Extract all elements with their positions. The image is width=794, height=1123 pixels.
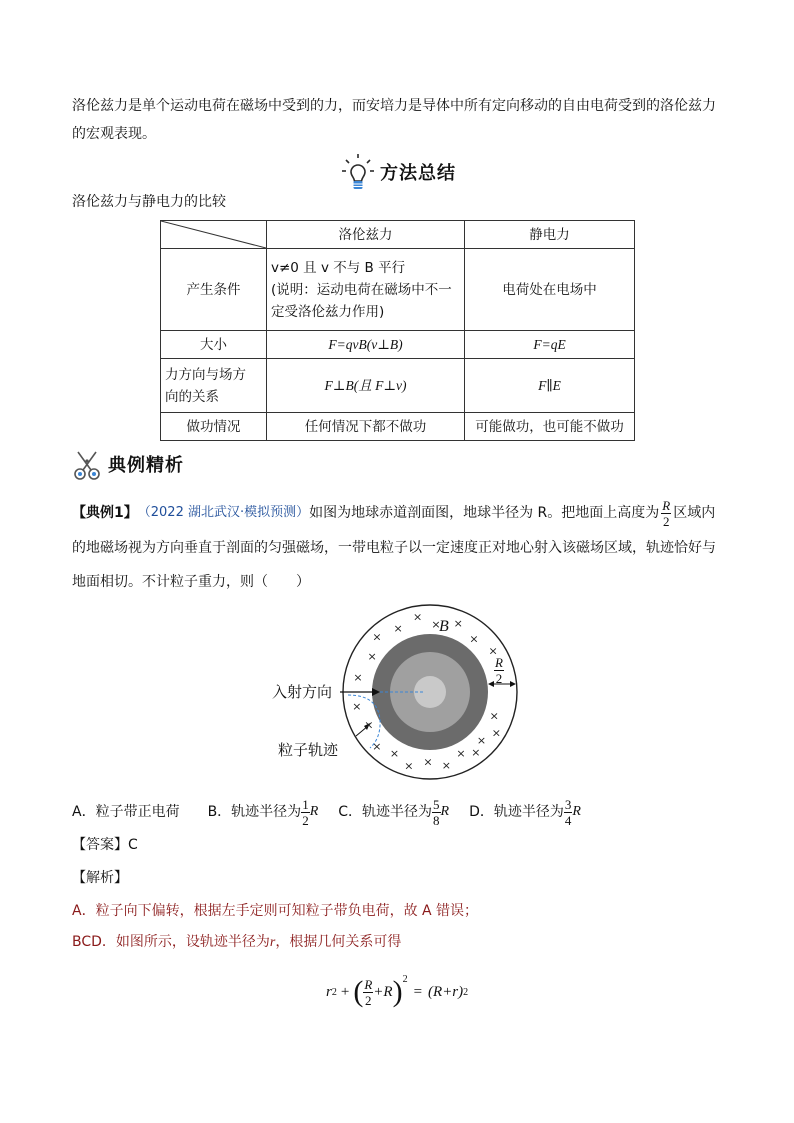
field-x-marker: × [488, 644, 498, 658]
eq-r: r [326, 983, 332, 1000]
field-x-marker: × [372, 739, 382, 753]
eq-plus: + [340, 983, 350, 1000]
analysis-bcd-text-1: BCD．如图所示，设轨迹半径为 [72, 934, 270, 950]
option-c-suffix: R [440, 804, 450, 819]
example-source: （2022 湖北武汉·模拟预测） [137, 505, 310, 520]
answer-line: 【答案】C [72, 837, 138, 853]
field-x-marker: × [389, 746, 400, 760]
eq-paren-exp: 2 [402, 974, 408, 985]
example-line-1 [72, 496, 732, 530]
option-c-prefix: C．轨迹半径为 [338, 804, 433, 820]
field-x-marker: × [456, 746, 466, 760]
row-label-work: 做功情况 [161, 413, 267, 441]
field-x-marker: × [431, 618, 441, 631]
field-x-marker: × [404, 759, 414, 773]
cell-electric-work: 可能做功，也可能不做功 [465, 413, 635, 441]
half-radius-num: R [495, 655, 503, 670]
field-x-marker: × [367, 649, 377, 663]
method-heading-title: 方法总结 [380, 163, 456, 184]
field-x-marker: × [364, 718, 374, 732]
earth-core [414, 676, 446, 708]
example-problem [72, 496, 732, 596]
eq-close-paren: ) [392, 975, 403, 1008]
eq-rhs-exp: 2 [463, 986, 469, 998]
field-x-marker: × [352, 700, 362, 714]
field-x-marker: × [489, 709, 499, 723]
field-x-marker: × [423, 755, 433, 769]
example-line-3: 地面相切。不计粒子重力，则（ ） [72, 574, 310, 590]
option-d-prefix: D．轨迹半径为 [469, 804, 564, 820]
field-x-marker: × [469, 632, 479, 646]
table-diagonal-header [161, 221, 267, 249]
cell-electric-magnitude: F=qE [465, 331, 635, 359]
example-text-1: 如图为地球赤道剖面图，地球半径为 R。把地面上高度为 [309, 505, 660, 521]
analysis-line-a: A．粒子向下偏转，根据左手定则可知粒子带负电荷，故 A 错误； [72, 903, 479, 919]
row-label-magnitude: 大小 [161, 331, 267, 359]
example-tag: 【典例1】 [72, 505, 138, 521]
answer-options [72, 794, 581, 830]
cell-electric-direction: F∥E [465, 359, 635, 413]
column-header-electric: 静电力 [465, 221, 635, 249]
option-d-den: 4 [564, 812, 572, 828]
option-c-den: 8 [433, 812, 440, 828]
eq-frac-num: R [364, 976, 373, 992]
analysis-bcd-var: r [269, 935, 276, 950]
analysis-bcd-text-2: ，根据几何关系可得 [275, 934, 402, 950]
option-b-suffix: R [309, 804, 319, 819]
intro-line-1: 洛伦兹力是单个运动电荷在磁场中受到的力，而安培力是导体中所有定向移动的自由电荷受到的洛伦兹力 [72, 98, 716, 114]
field-x-marker: × [476, 734, 487, 747]
intro-line-2: 的宏观表现。 [72, 126, 156, 142]
option-b-den: 2 [302, 812, 309, 828]
label-particle-track: 粒子轨迹 [278, 741, 339, 759]
option-d[interactable] [469, 798, 581, 827]
eq-fraction [363, 978, 373, 1007]
option-a[interactable]: A．粒子带正电荷 [72, 804, 180, 820]
example-line-2: 的地磁场视为方向垂直于剖面的匀强磁场，一带电粒子以一定速度正对地心射入该磁场区域，轨迹恰好与 [72, 540, 716, 556]
label-incident-direction: 入射方向 [272, 683, 333, 701]
cell-lorentz-magnitude: F=qvB(v⊥B) [267, 331, 465, 359]
field-x-marker: × [441, 758, 451, 772]
lightbulb-icon [340, 152, 376, 192]
eq-r-exp: 2 [331, 986, 337, 998]
cell-lorentz-work: 任何情况下都不做功 [267, 413, 465, 441]
comparison-table [160, 220, 635, 441]
option-d-suffix: R [572, 804, 581, 819]
option-b-prefix: B．轨迹半径为 [207, 804, 302, 820]
example-text-2: 区域内 [673, 505, 716, 521]
scissors-icon [72, 446, 106, 482]
field-x-marker: × [353, 670, 363, 684]
comparison-caption: 洛伦兹力与静电力的比较 [72, 194, 226, 210]
eq-plus-R: +R [373, 983, 393, 1000]
cell-lorentz-condition [267, 249, 465, 331]
example-heading-title: 典例精析 [108, 455, 184, 476]
option-c-fraction [432, 798, 441, 827]
field-x-marker: × [412, 610, 423, 624]
row-label-direction [161, 359, 267, 413]
analysis-label: 【解析】 [72, 870, 128, 886]
option-c[interactable] [338, 798, 449, 827]
cell-lorentz-direction: F⊥B(且 F⊥v) [267, 359, 465, 413]
example-heading [72, 446, 184, 482]
height-fraction [661, 499, 671, 528]
field-x-marker: × [471, 746, 481, 760]
column-header-lorentz: 洛伦兹力 [267, 221, 465, 249]
direction-label-line-2: 向的关系 [165, 388, 219, 405]
field-x-marker: × [372, 630, 382, 644]
field-x-marker: × [453, 616, 463, 630]
row-label-condition: 产生条件 [161, 249, 267, 331]
height-fraction-den: 2 [663, 513, 670, 529]
label-field-B: B [439, 618, 449, 635]
option-b[interactable] [208, 798, 319, 827]
eq-rhs: (R+r) [428, 983, 464, 1000]
field-x-marker: × [393, 622, 403, 636]
eq-equals: = [413, 983, 423, 1000]
label-half-radius [494, 656, 504, 685]
eq-frac-den: 2 [365, 992, 372, 1008]
option-b-fraction [301, 798, 310, 827]
condition-line-2: (说明：运动电荷在磁场中不一 [271, 281, 452, 298]
intro-paragraph [72, 92, 732, 148]
method-heading [340, 152, 456, 192]
option-b-num: 1 [302, 796, 309, 812]
analysis-line-bcd [72, 928, 401, 957]
condition-line-1: v≠0 且 v 不与 B 平行 [271, 259, 406, 276]
option-c-num: 5 [433, 796, 440, 812]
eq-open-paren: ( [353, 975, 364, 1008]
cell-electric-condition: 电荷处在电场中 [465, 249, 635, 331]
earth-figure [260, 600, 540, 790]
height-fraction-num: R [662, 497, 671, 513]
option-d-num: 3 [564, 796, 572, 812]
geometry-equation [326, 970, 468, 1014]
field-x-marker: × [491, 726, 501, 740]
condition-line-3: 定受洛伦兹力作用) [271, 303, 385, 320]
direction-label-line-1: 力方向与场方 [165, 366, 246, 383]
half-radius-den: 2 [495, 671, 503, 686]
